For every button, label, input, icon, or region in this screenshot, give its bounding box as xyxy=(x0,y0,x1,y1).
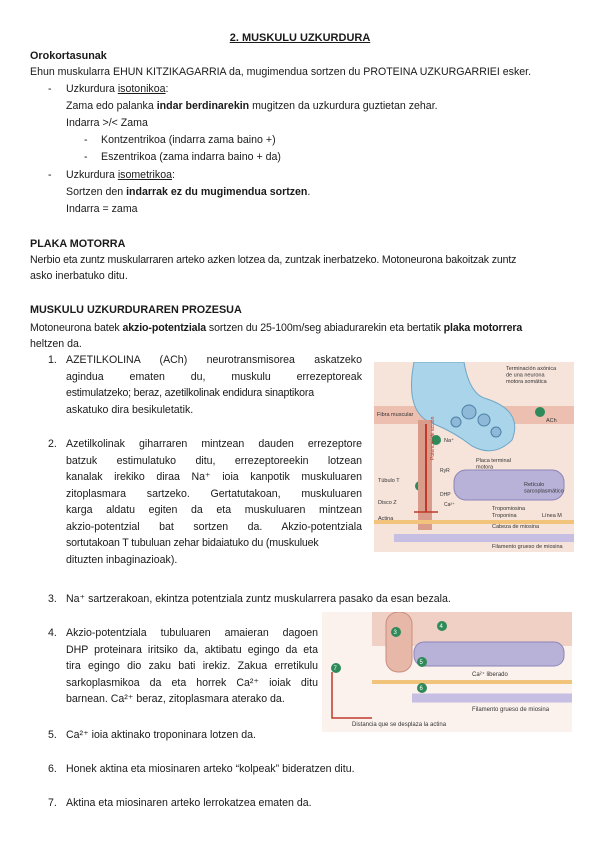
isometrikoa-line2: Indarra = zama xyxy=(66,203,138,215)
isotonikoa-line1 xyxy=(66,98,438,115)
step-line: sortutakoan T tubuluan zehar bidaiatuko du (muskuluek xyxy=(66,537,319,549)
intro-bold-akzio: akzio-potentziala xyxy=(122,322,207,334)
label-distancia: Distancia que se desplaza la actina xyxy=(352,722,447,728)
step-7-text: Aktina eta miosinaren arteko lerrokatzea ematen da. xyxy=(66,797,312,809)
step-number: 1. xyxy=(48,354,57,366)
step-line: akzio-potentzial bat sortzen da. Akzio-potentziala xyxy=(66,520,362,533)
label-tropomiosina: Tropomiosina xyxy=(492,506,526,512)
step-number: 3. xyxy=(48,593,57,605)
vesicle xyxy=(462,405,476,419)
label-ca: Ca²⁺ xyxy=(444,502,455,508)
step-marker-1 xyxy=(535,407,545,417)
label-troponina: Troponina xyxy=(492,513,517,519)
step-2-text xyxy=(66,436,362,568)
section-heading-orokortasunak: Orokortasunak xyxy=(30,50,107,62)
t-tubule xyxy=(386,612,412,672)
label-actina: Actina xyxy=(378,516,394,522)
isometrikoa-line1-post: . xyxy=(307,186,311,198)
bullet-dash: - xyxy=(48,169,52,181)
prozesua-intro-line2: heltzen da. xyxy=(30,338,82,350)
calcium-release-figure xyxy=(322,612,572,732)
step-line: Akzio-potentziala tubuluaren amaieran dagoen xyxy=(66,627,318,639)
step-line: tira egingo dio zaku bati irekiz. Zakua erretikulu xyxy=(66,660,318,672)
isotonikoa-line1-bold: indar berdinarekin xyxy=(156,100,250,112)
marker-label: 7 xyxy=(333,666,337,672)
label-terminacion: Terminación axónica de una neurona motora somática xyxy=(506,366,557,385)
isotonikoa-term: isotonikoa xyxy=(117,83,166,95)
plaka-line1: Nerbio eta zuntz muskularraren arteko azken lotzea da, zuntzak inerbatzeko. Motoneurona bakoitzak zuntz xyxy=(30,254,517,266)
intro-mid: sortzen du 25-100m/seg abiadurarekin eta bertatik xyxy=(206,322,444,334)
step-number: 5. xyxy=(48,729,57,741)
label-lineam: Línea M xyxy=(542,513,562,519)
step-number: 7. xyxy=(48,797,57,809)
label-potencial: Potencial de acción xyxy=(430,416,436,460)
marker-label: 5 xyxy=(419,660,423,666)
isometrikoa-line1 xyxy=(66,184,310,201)
label-dhp: DHP xyxy=(440,492,451,498)
eszentrikoa-item: Eszentrikoa (zama indarra baino + da) xyxy=(101,151,281,163)
step-number: 2. xyxy=(48,438,57,450)
step-line: DHP proteinara iritsiko da, aktibatu egingo da eta xyxy=(66,643,318,656)
isometrikoa-prefix: Uzkurdura xyxy=(66,169,118,181)
isometrikoa-heading xyxy=(66,167,175,184)
step-line: barnean. Ca²⁺ beraz, zitoplasmara aterako da. xyxy=(66,693,285,705)
marker-label: 4 xyxy=(439,624,443,630)
isometrikoa-line1-bold: indarrak ez du mugimendua sortzen xyxy=(126,186,308,198)
label-filamento: Filamento grueso de miosina xyxy=(472,707,550,713)
isometrikoa-line1-pre: Sortzen den xyxy=(66,186,127,198)
isotonikoa-line1-pre: Zama edo palanka xyxy=(66,100,157,112)
step-4-text xyxy=(66,625,318,708)
step-line: estimulatzeko; beraz, azetilkolinak endidura sinaptikora xyxy=(66,387,314,399)
vesicle xyxy=(491,427,501,437)
step-6-text: Honek aktina eta miosinaren arteko “kolpeak” bideratzen ditu. xyxy=(66,763,355,775)
label-cabeza: Cabeza de miosina xyxy=(492,524,540,530)
marker-label: 6 xyxy=(419,686,423,692)
sarcoplasmic-reticulum xyxy=(454,470,564,500)
plaka-line2: asko inerbatuko ditu. xyxy=(30,270,128,282)
step-line: Azetilkolinak giharraren mintzean dauden errezeptore xyxy=(66,438,362,450)
intro-paragraph: Ehun muskularra EHUN KITZIKAGARRIA da, mugimendua sortzen du PROTEINA UZKURGARRIEI esker. xyxy=(30,66,532,78)
page-title: 2. MUSKULU UZKURDURA xyxy=(229,32,371,44)
sarcoplasmic-reticulum xyxy=(414,642,564,666)
step-line: AZETILKOLINA (ACh) neurotransmisorea askatzeko xyxy=(66,354,362,366)
vesicle xyxy=(478,414,490,426)
neuromuscular-junction-figure xyxy=(374,362,574,552)
step-line: karga aldatu egiten da eta muskuluaren mintzean xyxy=(66,504,362,516)
step-5-text: Ca²⁺ ioia aktinako troponinara lotzen da. xyxy=(66,729,256,741)
isotonikoa-prefix: Uzkurdura xyxy=(66,83,118,95)
label-na: Na⁺ xyxy=(444,438,454,444)
step-line: batzuk estimulatuko ditu, errezeptoreekin lotzean xyxy=(66,454,362,467)
intro-pre: Motoneurona batek xyxy=(30,322,123,334)
label-ach: ACh xyxy=(546,418,557,424)
sub-bullet-dash: - xyxy=(84,134,88,146)
isotonikoa-line2: Indarra >/< Zama xyxy=(66,117,148,129)
step-line: sarkoplasmikoa da eta horrek Ca²⁺ ioiak ditu xyxy=(66,676,318,689)
step-line: dituzten inbaginazioak). xyxy=(66,553,178,566)
label-ca-liberado: Ca²⁺ liberado xyxy=(472,672,508,678)
label-ryr: RyR xyxy=(440,468,450,474)
step-line: zitoplasmara sartzeko. Gertatutakoan, muskuluaren xyxy=(66,487,362,500)
isotonikoa-line1-post: mugitzen da uzkurdura guztietan zehar. xyxy=(249,100,438,112)
label-filamento: Filamento grueso de miosina xyxy=(492,544,563,550)
step-1-text xyxy=(66,352,362,418)
isometrikoa-suffix: : xyxy=(171,169,175,181)
intro-bold-plaka: plaka motorrera xyxy=(443,322,523,334)
isometrikoa-term: isometrikoa xyxy=(117,169,172,181)
isotonikoa-suffix: : xyxy=(165,83,169,95)
marker-label: 3 xyxy=(393,630,397,636)
prozesua-intro-line1 xyxy=(30,320,522,337)
section-heading-prozesua: MUSKULU UZKURDURAREN PROZESUA xyxy=(30,304,242,316)
step-line: kanalak irekiko diraa Na⁺ ioia kanpotik muskuluaren xyxy=(66,471,362,483)
section-heading-plaka-motorra: PLAKA MOTORRA xyxy=(30,238,126,250)
label-tubulo: Túbulo T xyxy=(378,478,400,484)
vesicle xyxy=(451,417,461,427)
step-number: 6. xyxy=(48,763,57,775)
sub-bullet-dash: - xyxy=(84,151,88,163)
kontzentrikoa-item: Kontzentrikoa (indarra zama baino +) xyxy=(101,134,276,146)
step-number: 4. xyxy=(48,627,57,639)
step-3-text: Na⁺ sartzerakoan, ekintza potentziala zuntz muskularrera pasako da esan bezala. xyxy=(66,593,451,605)
bullet-dash: - xyxy=(48,83,52,95)
isotonikoa-heading xyxy=(66,81,168,98)
label-fibra: Fibra muscular xyxy=(377,412,414,418)
label-retic: Retículo sarcoplasmático xyxy=(524,482,564,495)
label-placa: Placa terminal motora xyxy=(476,458,511,471)
label-disco: Disco Z xyxy=(378,500,397,506)
step-line: askatuko dira besikuletatik. xyxy=(66,403,194,416)
step-line: agindua ematen du, muskulu errezeptoreak xyxy=(66,370,362,383)
